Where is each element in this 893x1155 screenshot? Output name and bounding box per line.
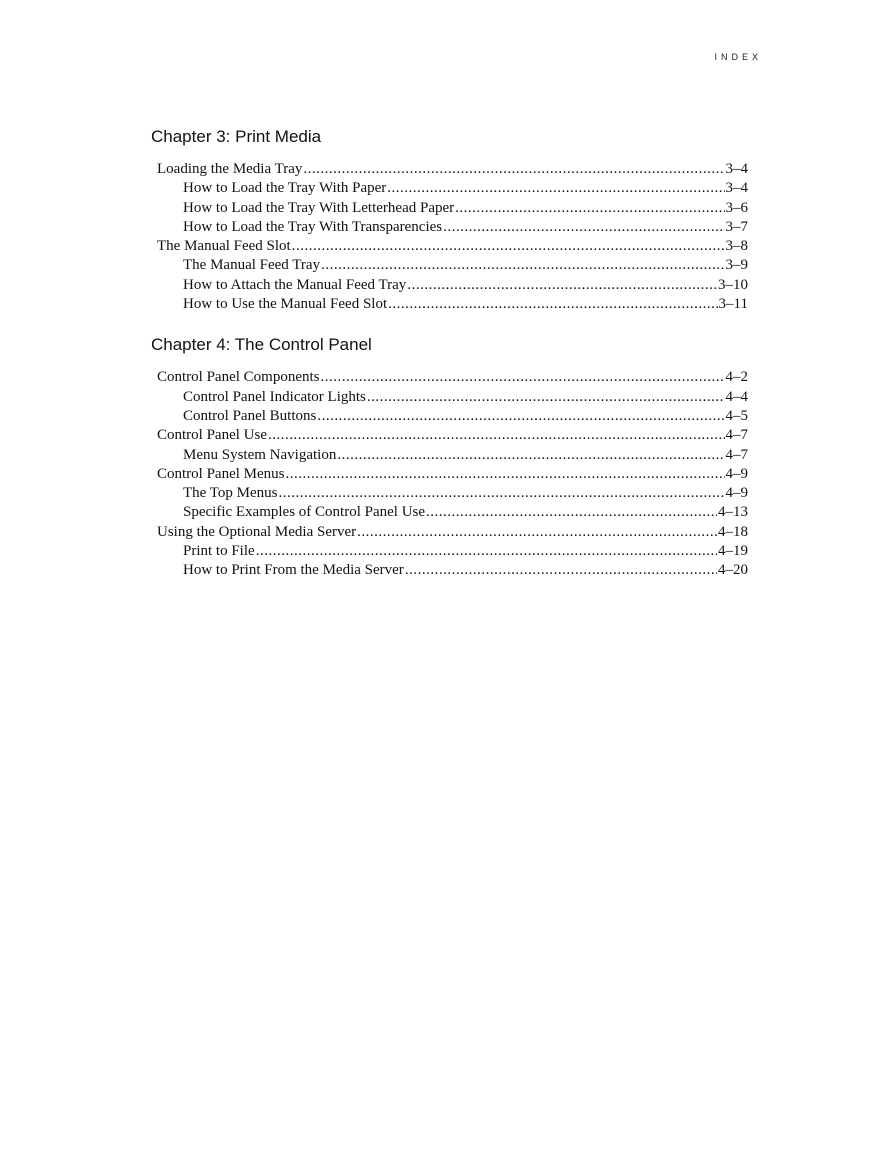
dot-leader (426, 503, 717, 522)
dot-leader (279, 484, 725, 503)
toc-entry-page-number: 3–9 (725, 257, 748, 274)
dot-leader (256, 542, 717, 561)
dot-leader (321, 368, 725, 387)
toc-entry[interactable] (151, 199, 748, 218)
toc-entry-page-number: 3–6 (725, 199, 748, 216)
dot-leader (321, 256, 724, 275)
toc-entry[interactable] (151, 446, 748, 465)
toc-list (151, 160, 748, 314)
toc-entry[interactable] (151, 160, 748, 179)
toc-entry-label: How to Load the Tray With Letterhead Paper (183, 199, 455, 216)
toc-entry[interactable] (151, 295, 748, 314)
toc-entry[interactable] (151, 542, 748, 561)
toc-entry-label: Control Panel Buttons (183, 407, 317, 424)
chapter-title: Chapter 4: The Control Panel (151, 335, 372, 355)
toc-entry-label: The Manual Feed Slot (157, 238, 291, 255)
toc-entry-page-number: 3–7 (725, 218, 748, 235)
toc-entry-page-number: 3–8 (725, 238, 748, 255)
toc-entry-label: Print to File (183, 543, 255, 560)
dot-leader (455, 199, 724, 218)
toc-entry-label: Control Panel Indicator Lights (183, 388, 366, 405)
toc-entry-label: Specific Examples of Control Panel Use (183, 504, 426, 521)
toc-entry-page-number: 4–9 (725, 485, 748, 502)
toc-entry-label: Loading the Media Tray (157, 161, 303, 177)
chapter-3-section (151, 126, 748, 314)
toc-list (151, 368, 748, 580)
toc-entry-label: Control Panel Use (157, 427, 267, 444)
toc-entry-page-number: 4–7 (725, 446, 748, 463)
toc-entry[interactable] (151, 503, 748, 522)
toc-entry[interactable] (151, 407, 748, 426)
toc-entry-label: Using the Optional Media Server (157, 523, 357, 540)
toc-entry[interactable] (151, 218, 748, 237)
dot-leader (407, 276, 717, 295)
toc-entry-label: How to Load the Tray With Paper (183, 180, 387, 197)
toc-entry[interactable] (151, 179, 748, 198)
toc-entry[interactable] (151, 237, 748, 256)
toc-entry[interactable] (151, 523, 748, 542)
toc-entry-label: How to Load the Tray With Transparencies (183, 218, 443, 235)
toc-entry-label: The Top Menus (183, 485, 278, 502)
toc-entry-label: How to Use the Manual Feed Slot (183, 296, 388, 313)
toc-entry[interactable] (151, 368, 748, 387)
chapter-title: Chapter 3: Print Media (151, 127, 322, 146)
chapter-4-section (151, 334, 748, 580)
toc-entry-label: How to Attach the Manual Feed Tray (183, 276, 407, 293)
toc-entry-page-number: 4–19 (718, 543, 748, 560)
toc-entry-page-number: 3–4 (725, 161, 748, 177)
toc-entry[interactable] (151, 465, 748, 484)
toc-entry-page-number: 4–9 (725, 465, 748, 482)
dot-leader (303, 160, 724, 179)
index-content (151, 126, 748, 581)
toc-entry-page-number: 4–5 (725, 407, 748, 424)
toc-entry-page-number: 3–10 (718, 276, 748, 293)
toc-entry-page-number: 4–13 (718, 504, 748, 521)
dot-leader (357, 523, 717, 542)
toc-entry-page-number: 4–7 (725, 427, 748, 444)
toc-entry-label: The Manual Feed Tray (183, 257, 321, 274)
toc-entry-label: Menu System Navigation (183, 446, 337, 463)
dot-leader (367, 388, 725, 407)
dot-leader (387, 179, 724, 198)
toc-entry-label: Control Panel Menus (157, 465, 285, 482)
toc-entry-label: How to Print From the Media Server (183, 562, 404, 579)
toc-entry[interactable] (151, 426, 748, 445)
dot-leader (317, 407, 724, 426)
toc-entry[interactable] (151, 276, 748, 295)
dot-leader (268, 426, 725, 445)
toc-entry-page-number: 4–2 (725, 369, 748, 386)
dot-leader (388, 295, 717, 314)
dot-leader (405, 561, 717, 580)
dot-leader (337, 446, 724, 465)
toc-entry[interactable] (151, 256, 748, 275)
toc-entry-page-number: 3–4 (725, 180, 748, 197)
running-head: INDEX (714, 52, 762, 62)
toc-entry[interactable] (151, 484, 748, 503)
toc-entry-page-number: 4–20 (718, 562, 748, 579)
toc-entry[interactable] (151, 388, 748, 407)
dot-leader (443, 218, 724, 237)
dot-leader (286, 465, 725, 484)
toc-entry-page-number: 4–18 (718, 523, 748, 540)
toc-entry-page-number: 3–11 (718, 296, 748, 313)
toc-entry-label: Control Panel Components (157, 369, 320, 386)
toc-entry[interactable] (151, 561, 748, 580)
toc-entry-page-number: 4–4 (725, 388, 748, 405)
dot-leader (292, 237, 725, 256)
